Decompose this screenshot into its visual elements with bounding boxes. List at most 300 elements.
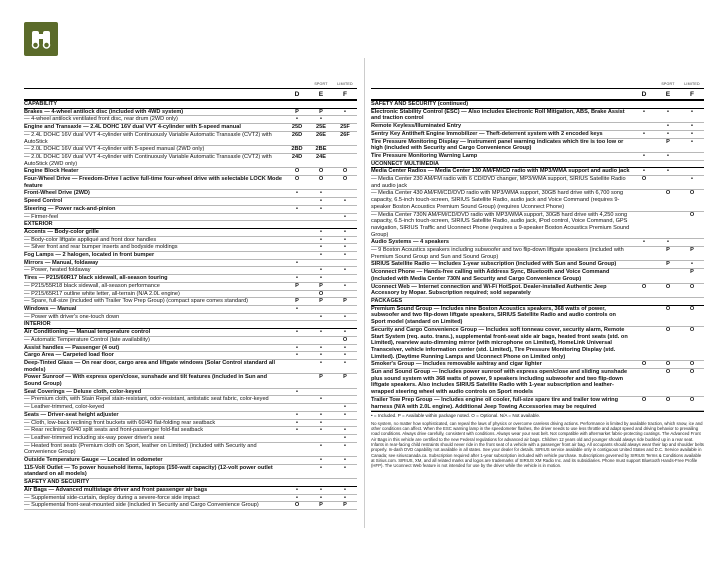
trim-name-limited: LIMITED (337, 82, 353, 86)
spec-label: Speed Control (24, 198, 63, 205)
availability-cell: • (320, 427, 322, 434)
availability-cell (632, 306, 656, 326)
spec-label: Uconnect Phone — Hands-free calling with Address Sync, Bluetooth and Voice Command (included with Media Center 730N and Security and Cargo Convenience Group) (371, 269, 610, 282)
spec-row (24, 389, 357, 397)
spec-label: Sun and Sound Group — Includes power sunroof with express open/close and sliding sunshade plus sound system with 368 watts of power, 9 speakers including subwoofer and two flip-down liftgate speakers. Also includes SIRIUS Satellite Radio with 1-year subscription and leather-wrapped steering wheel with audio controls on Sport models (371, 369, 628, 396)
availability-cell: O (665, 283, 671, 290)
availability-cell: • (320, 190, 322, 197)
spec-row (371, 123, 704, 131)
availability-cell (632, 161, 656, 168)
spec-label: Deep-Tinted Glass — On rear door, cargo area and liftgate windows (Solar Control standard all models) (24, 359, 276, 373)
availability-cell (680, 101, 704, 108)
availability-cell: 2BE (315, 146, 327, 153)
availability-cell: • (344, 457, 346, 464)
spec-label: — Leather-trimmed, color-keyed (24, 404, 105, 411)
trim-header (24, 58, 357, 88)
availability-cell: • (320, 275, 322, 282)
availability-cell: O (689, 190, 695, 197)
spec-row (24, 291, 357, 299)
availability-cell: • (344, 282, 346, 289)
spec-row (24, 360, 357, 374)
availability-cell: P (343, 502, 347, 509)
spec-label: Premium Sound Group — Includes nine Boston Acoustics speakers, 368 watts of power, subwoofer and two flip-down liftgate speakers, SIRIUS Satellite Radio and audio controls on Sport model (standard on Limited) (371, 305, 616, 326)
availability-cell: • (320, 442, 322, 449)
availability-cell: • (344, 313, 346, 320)
spec-label: Mirrors — Manual, foldaway (24, 259, 99, 266)
availability-cell: P (666, 138, 670, 145)
availability-cell (309, 321, 333, 328)
availability-cell (309, 101, 333, 108)
spec-row (371, 109, 704, 123)
grade-letter: F (689, 90, 695, 98)
spec-label: Engine and Transaxle — 2.4L DOHC 16V dual VVT 4-cylinder with 5-speed manual (24, 124, 241, 131)
availability-cell: • (344, 213, 346, 220)
availability-cell: • (691, 123, 693, 130)
availability-cell (333, 154, 357, 167)
availability-cell: O (641, 283, 647, 290)
spec-row (24, 206, 357, 214)
availability-cell: • (320, 486, 322, 493)
spec-row (24, 252, 357, 260)
availability-cell (333, 275, 357, 282)
spec-label: Uconnect Web — Internet connection and Wi-Fi HotSpot. Dealer-installed Authentic Jeep Accessory by Mopar. Subscription required; sold separately (371, 283, 607, 297)
availability-cell (309, 221, 333, 228)
availability-cell (285, 337, 309, 344)
grade-letter-row (24, 88, 357, 101)
availability-cell (333, 420, 357, 427)
availability-cell: O (689, 361, 695, 368)
grade-letter: D (294, 90, 300, 98)
availability-cell: • (691, 108, 693, 115)
availability-cell: O (294, 168, 300, 175)
availability-cell: O (689, 369, 695, 376)
spec-row (371, 397, 704, 411)
spec-row (24, 275, 357, 283)
availability-cell (632, 139, 656, 152)
availability-cell: O (665, 190, 671, 197)
spec-label: — 2.4L DOHC 16V dual VVT 4-cylinder with Continuously Variable Automatic Transaxle (CVT2) with AutoStick (24, 131, 272, 145)
trim-header (371, 58, 704, 88)
availability-cell: O (665, 369, 671, 376)
availability-cell (285, 321, 309, 328)
spec-label: Outside Temperature Gauge — Located in odometer (24, 457, 163, 464)
availability-cell: O (689, 326, 695, 333)
availability-cell (285, 465, 309, 478)
availability-cell: P (690, 247, 694, 254)
spec-row (371, 361, 704, 369)
availability-cell: O (342, 168, 348, 175)
availability-cell (285, 443, 309, 456)
availability-cell: • (344, 411, 346, 418)
section-heading (24, 101, 357, 109)
availability-cell (333, 389, 357, 396)
availability-cell (333, 116, 357, 123)
spec-label: — Rear reclining 60/40 split seats and front-passenger fold-flat seatback (24, 427, 204, 434)
availability-cell: • (296, 329, 298, 336)
availability-cell: P (319, 282, 323, 289)
availability-cell: • (320, 359, 322, 366)
availability-cell (632, 101, 656, 108)
availability-cell: • (691, 176, 693, 183)
availability-cell: 2BD (291, 146, 303, 153)
section-heading (371, 101, 704, 109)
availability-cell: • (344, 464, 346, 471)
spec-row (24, 306, 357, 314)
availability-cell (309, 306, 333, 313)
availability-cell (285, 214, 309, 221)
availability-cell: • (643, 239, 645, 246)
spec-label: EXTERIOR (24, 221, 53, 228)
grade-letter-row (371, 88, 704, 101)
availability-cell (285, 237, 309, 244)
availability-cell: • (344, 228, 346, 235)
availability-cell: 26F (340, 131, 350, 138)
spec-row (24, 495, 357, 503)
availability-cell: • (320, 329, 322, 336)
availability-cell (632, 298, 656, 305)
spec-label: — Power, heated foldaway (24, 267, 91, 274)
spec-label: — 2.0L DOHC 16V dual VVT 4-cylinder with 5-speed manual (2WD only) (24, 146, 205, 153)
spec-label: — P215/55R18 black sidewall, all-season performance (24, 282, 160, 289)
availability-cell (333, 206, 357, 213)
availability-cell: • (344, 329, 346, 336)
spec-row (24, 168, 357, 176)
availability-cell (333, 306, 357, 313)
spec-label: — Media Center 230 AM/FM radio with 6 CD/DVD changer, MP3/WMA support, SIRIUS Satellite Radio and audio jack (371, 176, 626, 189)
trim-name-limited: LIMITED (684, 82, 700, 86)
availability-cell (285, 244, 309, 251)
availability-cell: • (344, 486, 346, 493)
availability-cell (656, 269, 680, 282)
availability-cell: O (294, 502, 300, 509)
availability-cell: • (344, 427, 346, 434)
availability-cell: • (296, 352, 298, 359)
spec-row (24, 412, 357, 420)
availability-cell: O (641, 361, 647, 368)
spec-label: — Supplemental side-curtain, deploy during a severe-force side impact (24, 494, 200, 501)
spec-label: Trailer Tow Prep Group — Includes engine oil cooler, full-size spare tire and trailer tow wiring harness (N/A with 2.0L engine). Additional Jeep Towing Accessories may be required (371, 396, 619, 410)
spec-row (24, 283, 357, 291)
spec-label: Electronic Stability Control (ESC) — Also includes Electronic Roll Mitigation, ABS, Brake Assist and traction control (371, 108, 625, 122)
spec-label: — Leather-trimmed including six-way power driver's seat (24, 434, 165, 441)
availability-cell: O (342, 336, 348, 343)
availability-cell (285, 404, 309, 411)
availability-cell: • (344, 236, 346, 243)
spec-row (24, 229, 357, 237)
availability-cell: O (689, 396, 695, 403)
availability-cell (632, 327, 656, 361)
availability-cell (656, 176, 680, 189)
grade-letter: E (318, 90, 324, 98)
availability-cell: • (667, 152, 669, 159)
availability-cell: • (344, 404, 346, 411)
availability-cell: • (344, 198, 346, 205)
spec-label: — Silver front and rear bumper inserts and bodyside moldings (24, 244, 178, 251)
availability-cell (285, 229, 309, 236)
availability-cell (632, 212, 656, 239)
spec-label: — Media Center 730N AM/FM/CD/DVD radio with MP3/WMA support, 30GB hard drive with 4,250 song capacity, 6.5-inch touch-screen, SIRIUS Satellite Radio, audio jack, iPod control, Voice Command, GPS navigation, SIRIUS Traffic and Uconnect Phone (requires a 9-speaker Boston Acoustics Premium Sound Group) (371, 211, 630, 238)
spec-label: Four-Wheel Drive — Freedom-Drive I active full-time four-wheel drive with selectable LOCK Mode feature (24, 176, 282, 189)
left-spec-column (24, 58, 357, 510)
spec-label: Accents — Body-color grille (24, 228, 99, 235)
availability-cell: • (643, 152, 645, 159)
availability-cell: O (641, 396, 647, 403)
availability-cell: P (319, 108, 323, 115)
availability-cell: • (296, 116, 298, 123)
availability-cell: • (320, 313, 322, 320)
spec-row (24, 314, 357, 322)
spec-row (371, 190, 704, 211)
spec-label: — P215/65R17 outline white letter, all-terrain (N/A 2.0L engine) (24, 290, 180, 297)
spec-label: PACKAGES (371, 297, 403, 304)
spec-row (24, 329, 357, 337)
availability-cell: • (296, 494, 298, 501)
spec-row (24, 352, 357, 360)
spec-label: — Automatic Temperature Control (late availability) (24, 336, 150, 343)
section-heading (24, 221, 357, 229)
availability-cell: • (344, 344, 346, 351)
spec-label: — Supplemental front-seat-mounted side (included in Security and Cargo Convenience Group) (24, 502, 259, 509)
availability-cell (680, 161, 704, 168)
availability-cell: • (320, 252, 322, 259)
availability-cell: • (691, 130, 693, 137)
availability-cell (309, 214, 333, 221)
availability-cell (309, 260, 333, 267)
spec-label: Assist handles — Passenger (4 out) (24, 344, 120, 351)
spec-row (24, 502, 357, 510)
spec-row (371, 269, 704, 283)
spec-row (371, 306, 704, 327)
availability-cell: • (344, 252, 346, 259)
availability-cell (309, 479, 333, 486)
availability-cell: O (665, 361, 671, 368)
spec-label: — 9 Boston Acoustics speakers including subwoofer and two flip-down liftgate speakers (included with Premium Sound Group and Sun and Sound Group) (371, 247, 624, 260)
binoculars-icon (24, 22, 58, 56)
availability-cell: • (320, 267, 322, 274)
legend: • = Included. P = Available within package noted. O = Optional. N/A = Not available. (371, 411, 704, 419)
availability-cell (333, 221, 357, 228)
column-divider (364, 58, 365, 528)
spec-label: Air Conditioning — Manual temperature control (24, 329, 151, 336)
spec-label: Cargo Area — Carpeted load floor (24, 352, 114, 359)
availability-cell: • (691, 138, 693, 145)
spec-label: Tire Pressure Monitoring Warning Lamp (371, 152, 478, 159)
availability-cell: • (296, 275, 298, 282)
availability-cell: • (320, 205, 322, 212)
availability-cell (309, 404, 333, 411)
availability-cell: P (343, 374, 347, 381)
spec-label: INTERIOR (24, 321, 51, 328)
availability-cell: • (344, 352, 346, 359)
availability-cell (285, 396, 309, 403)
availability-cell: • (296, 190, 298, 197)
spec-row (371, 327, 704, 362)
availability-cell: P (343, 298, 347, 305)
availability-cell (285, 291, 309, 298)
availability-cell: • (667, 239, 669, 246)
left-spec-rows (24, 101, 357, 510)
availability-cell: • (320, 344, 322, 351)
availability-cell (285, 457, 309, 464)
spec-row (24, 404, 357, 412)
availability-cell: • (320, 244, 322, 251)
spec-label: Fog Lamps — 2 halogen, located in front bumper (24, 252, 155, 259)
spec-row (24, 345, 357, 353)
availability-cell (285, 314, 309, 321)
availability-cell (333, 321, 357, 328)
availability-cell (680, 239, 704, 246)
availability-cell: • (344, 494, 346, 501)
spec-label: Windows — Manual (24, 305, 77, 312)
availability-cell (333, 291, 357, 298)
availability-cell (656, 298, 680, 305)
spec-row (371, 284, 704, 298)
availability-cell: • (691, 261, 693, 268)
availability-cell: O (318, 290, 324, 297)
availability-cell: • (667, 168, 669, 175)
spec-label: — Spare, full-size (included with Trailer Tow Prep Group) (compact spare comes standard) (24, 298, 249, 305)
availability-cell (309, 435, 333, 442)
availability-cell: • (344, 244, 346, 251)
availability-cell: O (641, 176, 647, 183)
grade-letter: F (342, 90, 348, 98)
spec-label: — Premium cloth, with Stain Repel stain-resistant, odor-resistant, antistatic seat fabric, color-keyed (24, 396, 269, 403)
spec-row (371, 247, 704, 261)
spec-label: SAFETY AND SECURITY (continued) (371, 101, 469, 107)
availability-cell: 26D (291, 131, 303, 138)
availability-cell (656, 161, 680, 168)
footnote: No system, no matter how sophisticated, can repeal the laws of physics or overcome careless driving actions. Performance is limited by available traction, which snow, ice and other conditions can affect. When the ESC warning lamp in the speedometer flashes, the driver needs to use less throttle and adapt speed and driving behavior to prevailing road conditions. Always drive carefully, consistent with conditions. Always wear your seat belt. Not compatible with aftermarket fabric-protecting coatings. The Advanced Front Air Bags in this vehicle are certified to the new Federal regulations for advanced air bags. Children 12 years old and younger should always ride buckled up in a rear seat. Infants in rear-facing child restraints should never ride in the front seat of a vehicle with a passenger front air bag. All occupants should always wear their lap and shoulder belts properly. In-dash DVD capability not available in all states. See your dealer for details. SIRIUS service available only in contiguous United States and D.C. Service available in Canada; see siriuscanada.ca. Subscription required after 1-year subscription included with vehicle purchase. Subscriptions governed by SIRIUS Terms & Conditions available at Sirius.com. SIRIUS, XM, and all related marks and logos are trademarks of SIRIUS XM Radio Inc. and its subsidiaries. Phone must support Bluetooth Hands-Free Profile (HFP). The Uconnect Web feature is not intended for use by the driver while the vehicle is in motion. (371, 420, 704, 469)
availability-cell: • (320, 494, 322, 501)
spec-row (371, 176, 704, 190)
spec-row (24, 337, 357, 345)
availability-cell: P (690, 269, 694, 276)
availability-cell: • (296, 486, 298, 493)
spec-row (371, 168, 704, 176)
availability-cell: O (665, 396, 671, 403)
spec-label: — 4-wheel antilock ventilated front disc, rear drum (2WD only) (24, 116, 178, 123)
availability-cell: • (344, 108, 346, 115)
spec-row (24, 457, 357, 465)
trim-name-sport: SPORT (314, 82, 328, 86)
spec-label: Brakes — 4-wheel antilock disc (included with 4WD system) (24, 108, 184, 115)
spec-label: — Body-color liftgate appliqué and front door handles (24, 236, 157, 243)
availability-cell: • (296, 427, 298, 434)
spec-label: — Power with driver's one-touch down (24, 313, 120, 320)
spec-label: Tire Pressure Monitoring Display — Instrument panel warning indicates which tire is too low or high (included with Security and Cargo Convenience Group) (371, 138, 624, 152)
availability-cell (333, 146, 357, 153)
spec-row (24, 374, 357, 388)
spec-row (371, 239, 704, 247)
availability-cell: • (667, 108, 669, 115)
availability-cell: P (295, 298, 299, 305)
availability-cell: • (344, 267, 346, 274)
grade-letter: E (665, 90, 671, 98)
availability-cell (632, 123, 656, 130)
availability-cell: • (296, 411, 298, 418)
availability-cell (333, 190, 357, 197)
availability-cell: • (344, 442, 346, 449)
spec-row (371, 139, 704, 153)
availability-cell (309, 389, 333, 396)
availability-cell: • (320, 352, 322, 359)
availability-cell: • (320, 396, 322, 403)
section-heading (371, 298, 704, 306)
spec-row (24, 267, 357, 275)
spec-row (371, 212, 704, 240)
availability-cell: • (320, 457, 322, 464)
section-heading (24, 321, 357, 329)
availability-cell: 24D (291, 153, 303, 160)
availability-cell: 25F (340, 124, 350, 131)
spec-label: Security and Cargo Convenience Group — Includes soft tonneau cover, security alarm, Remote Start System (req. auto. trans.), supplemental front-seat side air bags, heated front seats (std. on Limited), rearview auto-dimming mirror (with microphone on Limited), HomeLink Universal Transceiver, vehicle information center (std. Limited), Tire Pressure Monitoring Display (std. Limited). (Daytime Running Lamps and Uconnect Phone on Limited only) (371, 326, 628, 360)
availability-cell: P (666, 261, 670, 268)
availability-cell: • (320, 228, 322, 235)
availability-cell: O (294, 176, 300, 183)
availability-cell (656, 101, 680, 108)
availability-cell: • (320, 116, 322, 123)
availability-cell (285, 252, 309, 259)
availability-cell: O (342, 176, 348, 183)
availability-cell: 25E (316, 124, 326, 131)
availability-cell (632, 369, 656, 396)
availability-cell (285, 374, 309, 387)
availability-cell (285, 198, 309, 205)
availability-cell: P (319, 502, 323, 509)
spec-row (24, 435, 357, 443)
spec-row (24, 132, 357, 146)
spec-row (24, 465, 357, 479)
spec-row (371, 153, 704, 161)
availability-cell: O (665, 305, 671, 312)
spec-row (24, 198, 357, 206)
spec-row (24, 154, 357, 168)
availability-cell: • (296, 305, 298, 312)
availability-cell (632, 190, 656, 210)
availability-cell: 24E (316, 153, 326, 160)
spec-row (24, 487, 357, 495)
availability-cell: O (689, 305, 695, 312)
availability-cell (333, 101, 357, 108)
spec-row (24, 214, 357, 222)
spec-label: — 2.0L DOHC 16V dual VVT 4-cylinder with Continuously Variable Automatic Transaxle (CVT2) with AutoStick (2WD only) (24, 153, 272, 167)
spec-row (24, 396, 357, 404)
availability-cell (285, 221, 309, 228)
spec-row (371, 369, 704, 397)
spec-row (24, 116, 357, 124)
spec-label: — Heated front seats (Premium cloth on Sport, leather on Limited) (included with Security and Convenience Group) (24, 442, 257, 456)
spec-label: Smoker's Group — Includes removable ashtray and cigar lighter (371, 361, 542, 368)
availability-cell: • (296, 344, 298, 351)
spec-label: Audio Systems — 4 speakers (371, 239, 450, 246)
spec-label: — Cloth, low-back reclining front buckets with 60/40 flat-folding rear seatback (24, 419, 216, 426)
spec-label: Engine Block Heater (24, 168, 79, 175)
spec-row (24, 237, 357, 245)
availability-cell: • (344, 434, 346, 441)
section-heading (371, 161, 704, 169)
availability-cell: O (318, 168, 324, 175)
spec-label: 115-Volt Outlet — To power household items, laptops (150-watt capacity) (12-volt power outlet standard on all models) (24, 464, 273, 478)
section-heading (24, 479, 357, 487)
availability-cell (656, 212, 680, 239)
spec-label: SAFETY AND SECURITY (24, 479, 90, 486)
availability-cell: O (665, 326, 671, 333)
spec-label: UCONNECT MULTIMEDIA (371, 160, 439, 167)
spec-label: — Media Center 430 AM/FM/CD/DVD radio with MP3/WMA support, 30GB hard drive with 6,700 song capacity, 6.5-inch touch-screen, SIRIUS Satellite Radio, audio jack and Voice Command (requires 9-speaker Boston Acoustics Premium Sound Group) (requires Uconnect Phone) (371, 190, 624, 210)
availability-cell (632, 269, 656, 282)
availability-cell: • (643, 168, 645, 175)
spec-row (371, 261, 704, 269)
